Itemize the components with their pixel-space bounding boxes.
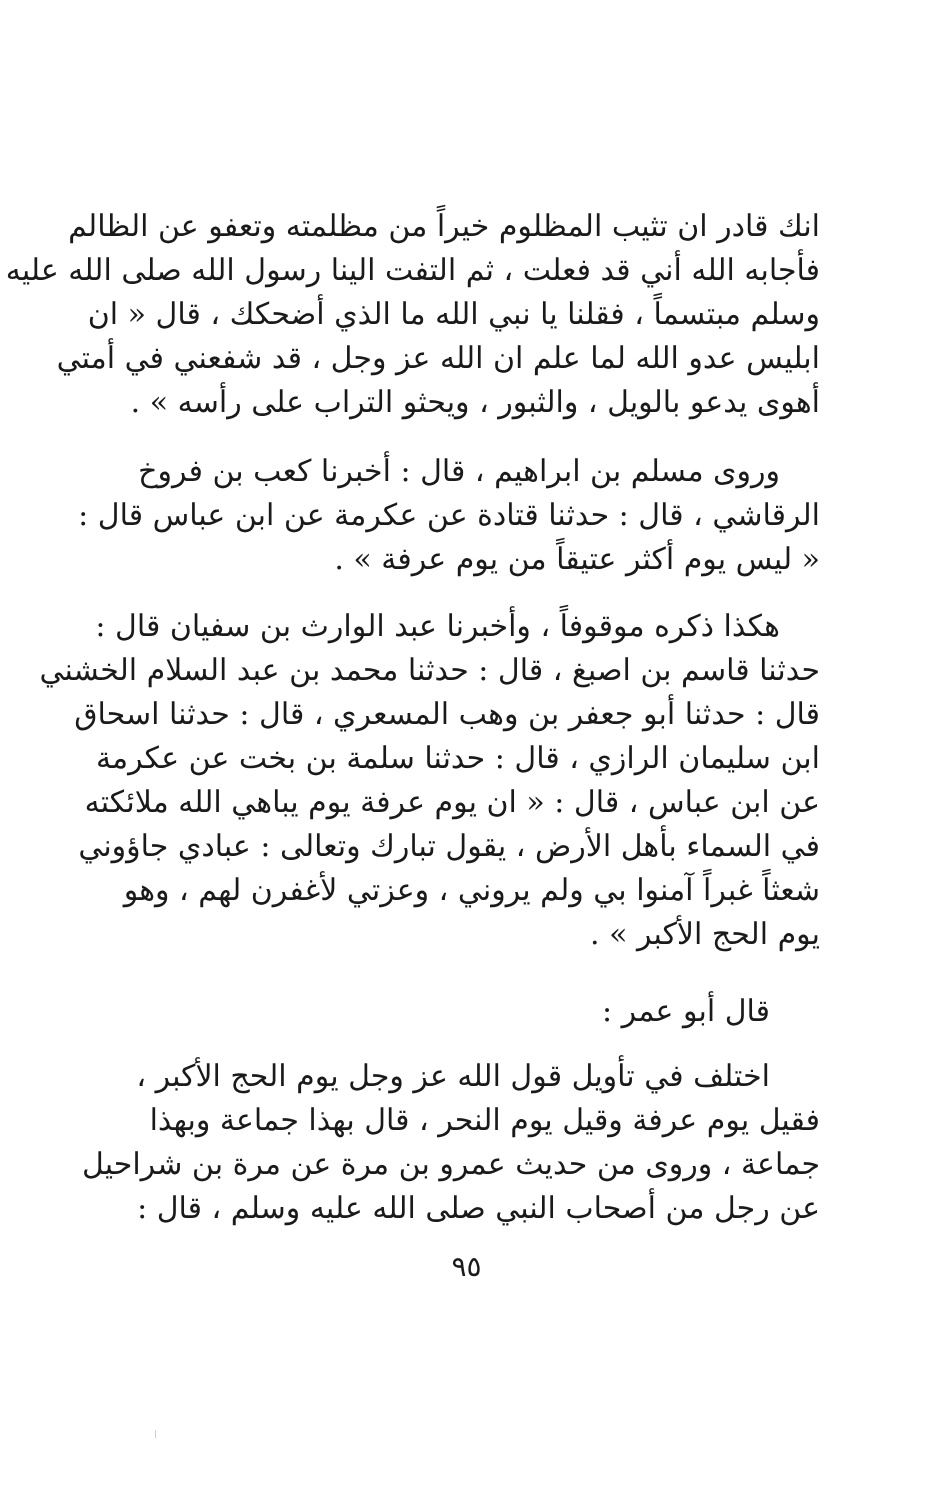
text-line: وسلم مبتسماً ، فقلنا يا نبي الله ما الذي أضحكك ، قال « ان [87,297,820,332]
text-line: حدثنا قاسم بن اصبغ ، قال : حدثنا محمد بن عبد السلام الخشني [39,653,820,688]
page-number: ٩٥ [451,1250,482,1283]
paragraph-5 [82,1055,820,1231]
text-line: فأجابه الله أني قد فعلت ، ثم التفت الينا رسول الله صلى الله عليه [5,253,820,288]
text-line: ابليس عدو الله لما علم ان الله عز وجل ، قد شفعني في أمتي [56,341,820,376]
paragraph-2 [78,450,820,582]
text-line: أهوى يدعو بالويل ، والثبور ، ويحثو التراب على رأسه » . [130,385,820,420]
text-line: قال : حدثنا أبو جعفر بن وهب المسعري ، قال : حدثنا اسحاق [74,697,820,732]
text-line: انك قادر ان تثيب المظلوم خيراً من مظلمته وتعفو عن الظالم [68,209,820,244]
text-line: جماعة ، وروى من حديث عمرو بن مرة عن مرة بن شراحيل [82,1147,820,1182]
text-line: اختلف في تأويل قول الله عز وجل يوم الحج الأكبر ، [136,1059,770,1094]
text-line: وروى مسلم بن ابراهيم ، قال : أخبرنا كعب بن فروخ [138,454,780,489]
paragraph-4 [150,990,820,1034]
text-line: فقيل يوم عرفة وقيل يوم النحر ، قال بهذا جماعة وبهذا [149,1103,820,1138]
text-line: في السماء بأهل الأرض ، يقول تبارك وتعالى : عبادي جاؤوني [78,829,820,864]
text-line: قال أبو عمر : [602,994,770,1029]
text-line: ابن سليمان الرازي ، قال : حدثنا سلمة بن بخت عن عكرمة [95,741,820,776]
text-line: هكذا ذكره موقوفاً ، وأخبرنا عبد الوارث بن سفيان قال : [95,609,780,644]
scan-speck [155,1430,156,1438]
text-line: شعثاً غبراً آمنوا بي ولم يروني ، وعزتي لأغفرن لهم ، وهو [123,873,820,908]
text-line: الرقاشي ، قال : حدثنا قتادة عن عكرمة عن ابن عباس قال : [78,498,820,533]
paragraph-3 [39,605,820,957]
text-line: عن رجل من أصحاب النبي صلى الله عليه وسلم ، قال : [137,1191,820,1226]
text-line: « ليس يوم أكثر عتيقاً من يوم عرفة » . [334,542,820,577]
text-line: يوم الحج الأكبر » . [590,917,820,952]
text-line: عن ابن عباس ، قال : « ان يوم عرفة يوم يباهي الله ملائكته [84,785,820,820]
paragraph-1 [5,205,820,425]
